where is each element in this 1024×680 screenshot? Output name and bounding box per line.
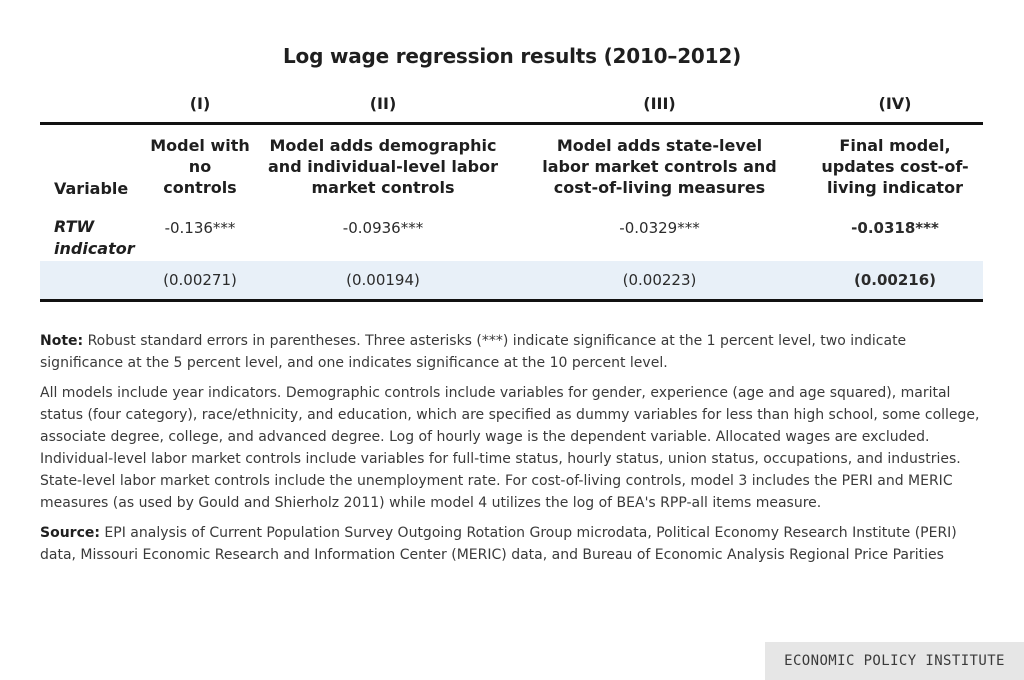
se-value-3: (0.00223)	[622, 271, 697, 289]
column-number-2: (II)	[369, 94, 397, 113]
table-row-rtw	[40, 207, 983, 261]
column-number-4: (IV)	[878, 94, 912, 113]
note-text: Robust standard errors in parentheses. Three asterisks (***) indicate significance at the 1 percent level, two indicate significance at the 5 percent level, and one indicates significance at the 10 percent level.	[40, 333, 907, 371]
rtw-value-1: -0.136***	[164, 219, 236, 237]
note-paragraph	[40, 330, 990, 374]
column-desc-4: Final model, updates cost-of-living indicator	[821, 136, 969, 197]
se-value-4: (0.00216)	[853, 271, 937, 289]
table-row-standard-errors	[40, 261, 983, 299]
source-lead: Source:	[40, 525, 100, 541]
table-notes	[40, 330, 990, 574]
bottom-rule	[40, 299, 983, 302]
column-desc-1: Model with no controls	[150, 136, 250, 197]
rtw-value-3: -0.0329***	[619, 219, 700, 237]
column-desc-3: Model adds state-level labor market controls and cost-of-living measures	[542, 136, 777, 197]
column-desc-2: Model adds demographic and individual-level labor market controls	[268, 136, 498, 197]
source-paragraph	[40, 522, 990, 566]
note-lead: Note:	[40, 333, 84, 349]
column-number-row	[40, 86, 983, 122]
se-value-2: (0.00194)	[346, 271, 420, 289]
variable-header: Variable	[54, 179, 129, 198]
table-title: Log wage regression results (2010–2012)	[282, 44, 742, 68]
column-description-row	[40, 125, 983, 207]
column-number-3: (III)	[643, 94, 676, 113]
row-label-rtw: RTW indicator	[54, 217, 135, 258]
column-number-1: (I)	[189, 94, 211, 113]
se-value-1: (0.00271)	[163, 271, 237, 289]
source-text: EPI analysis of Current Population Survey Outgoing Rotation Group microdata, Political Economy Research Institute (PERI) data, Missouri Economic Research and Information Center (MERIC) data, and Bureau of Economic Analysis Regional Price Parities	[40, 525, 957, 563]
models-paragraph: All models include year indicators. Demographic controls include variables for gender, experience (age and age squared), marital status (four category), race/ethnicity, and education, which are specified as dummy variables for less than high school, some college, associate degree, college, and advanced degree. Log of hourly wage is the dependent variable. Allocated wages are excluded. Individual-level labor market controls include variables for full-time status, hourly status, union status, occupations, and industries. State-level labor market controls include the unemployment rate. For cost-of-living controls, model 3 includes the PERI and MERIC measures (as used by Gould and Shierholz 2011) while model 4 utilizes the log of BEA's RPP-all items measure.	[40, 385, 980, 511]
rtw-value-2: -0.0936***	[342, 219, 424, 237]
publisher-footer: ECONOMIC POLICY INSTITUTE	[765, 642, 1024, 680]
rtw-value-4: -0.0318***	[851, 219, 939, 237]
regression-table	[40, 86, 983, 302]
